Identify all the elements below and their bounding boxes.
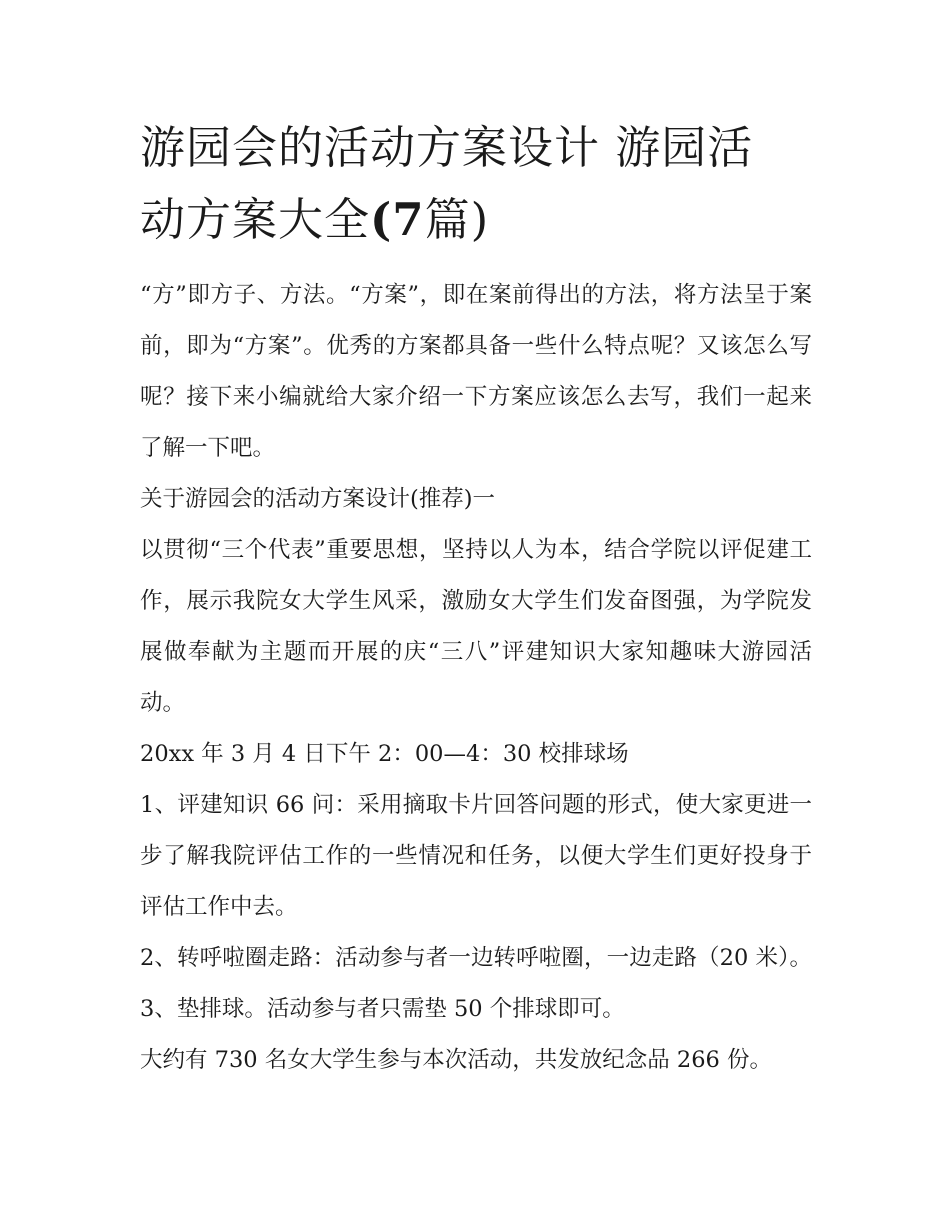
document-body [140, 270, 812, 1086]
document-page [140, 112, 812, 1086]
activity-2-3-paragraph: 2、转呼啦圈走路：活动参与者一边转呼啦圈，一边走路（20 米）。 3、垫排球。活动参与者只需垫 50 个排球即可。 [140, 945, 812, 1022]
time-location-paragraph: 20xx 年 3 月 4 日下午 2：00—4：30 校排球场 [140, 741, 629, 767]
intro-paragraph: “方”即方子、方法。“方案”，即在案前得出的方法，将方法呈于案前，即为“方案”。优秀的方案都具备一些什么特点呢？又该怎么写呢？接下来小编就给大家介绍一下方案应该怎么去写，我们一起来了解一下吧。 [140, 282, 812, 461]
document-title [140, 112, 812, 256]
title-line-1: 游园会的活动方案设计 游园活 [140, 121, 754, 174]
summary-paragraph: 大约有 730 名女大学生参与本次活动，共发放纪念品 266 份。 [140, 1047, 773, 1073]
title-line-2-text: 动方案大全 [140, 193, 371, 246]
title-line-2-suffix: 篇) [424, 193, 490, 246]
title-line-2-count: (7 [370, 193, 425, 246]
theme-paragraph: 以贯彻“三个代表”重要思想，坚持以人为本，结合学院以评促建工作，展示我院女大学生风采，激励女大学生们发奋图强，为学院发展做奉献为主题而开展的庆“三八”评建知识大家知趣味大游园活动。 [140, 537, 812, 716]
activity-1-paragraph: 1、评建知识 66 问：采用摘取卡片回答问题的形式，使大家更进一步了解我院评估工作的一些情况和任务，以便大学生们更好投身于评估工作中去。 [140, 792, 812, 920]
section-heading: 关于游园会的活动方案设计(推荐)一 [140, 486, 496, 512]
